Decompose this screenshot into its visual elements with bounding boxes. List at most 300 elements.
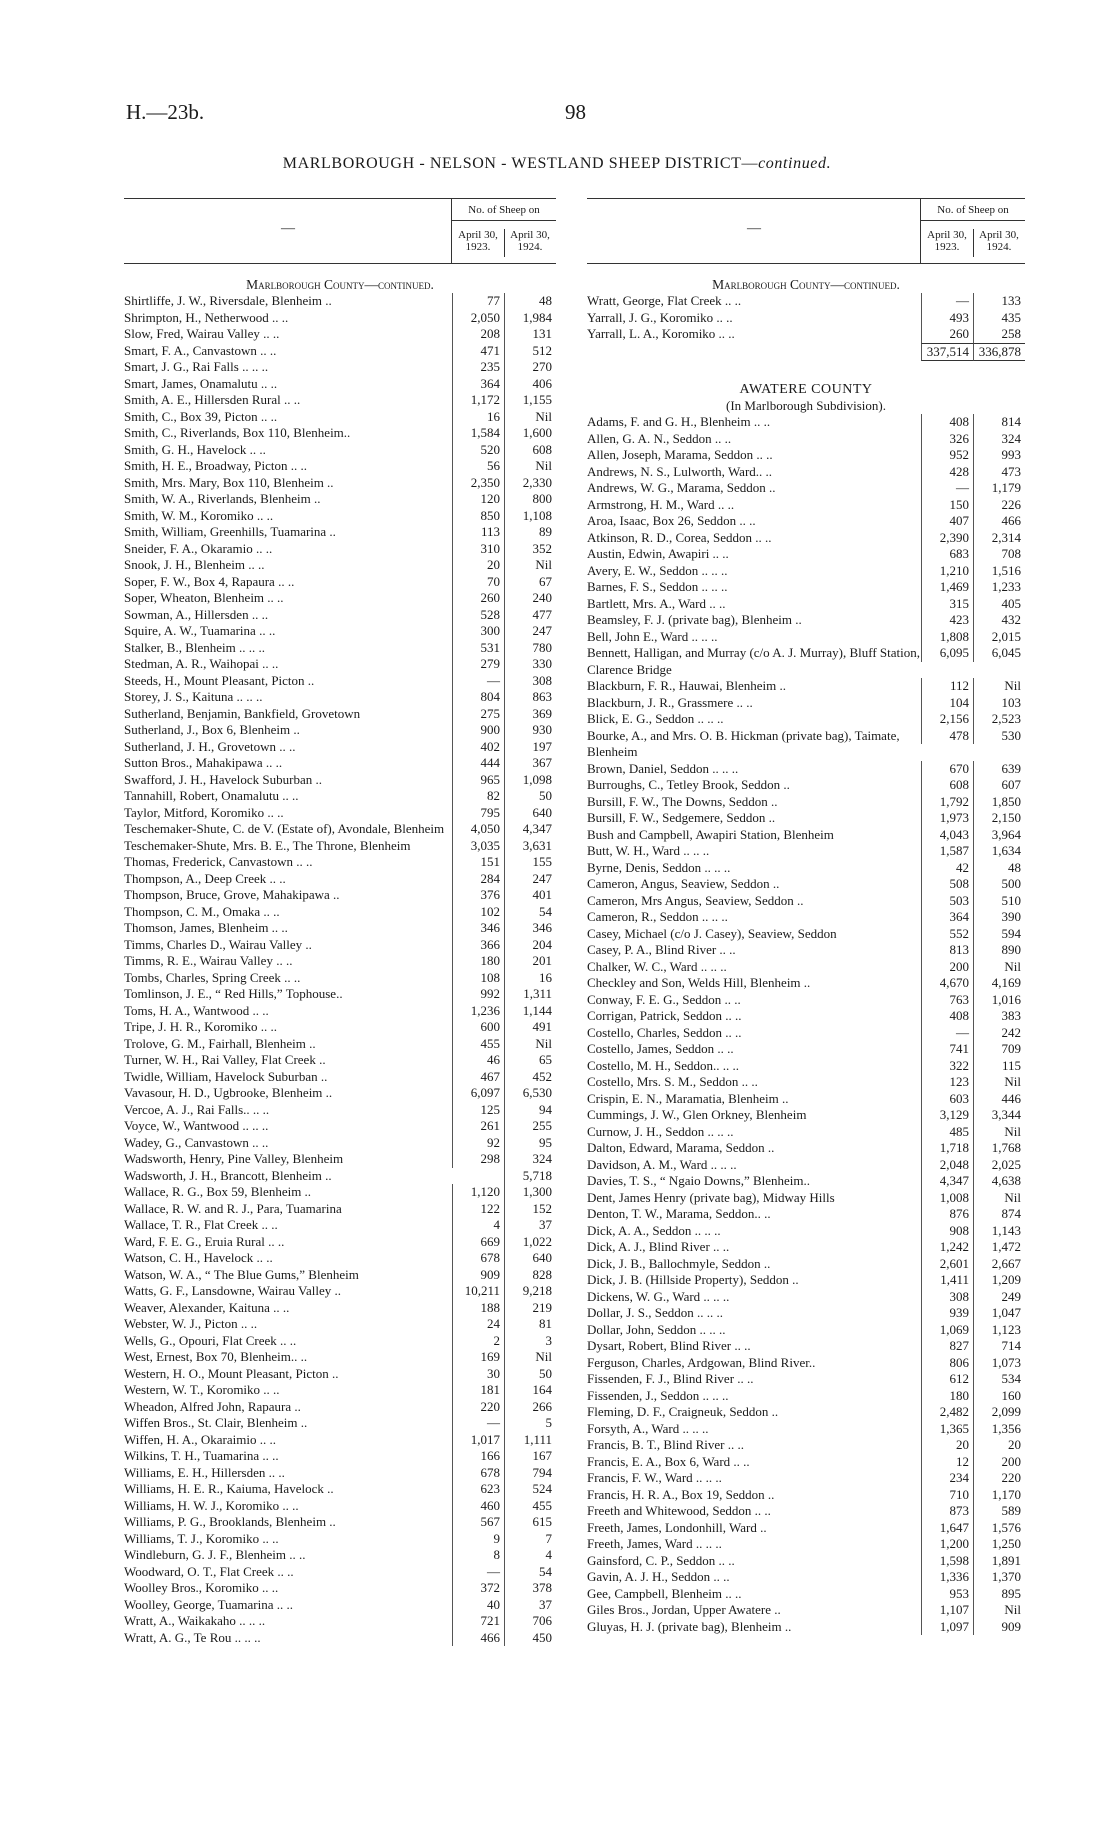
sheep-1924: 589	[973, 1503, 1025, 1520]
sheep-1923: 3,035	[452, 838, 504, 855]
table-row	[587, 1107, 1025, 1124]
sheep-1924: 247	[504, 623, 556, 640]
table-row	[587, 926, 1025, 943]
table-row	[124, 1036, 556, 1053]
owner-name: Windleburn, G. J. F., Blenheim .. ..	[124, 1547, 306, 1562]
sheep-1924: 197	[504, 739, 556, 756]
owner-name: Vavasour, H. D., Ugbrooke, Blenheim ..	[124, 1085, 333, 1100]
owner-name: Blackburn, F. R., Hauwai, Blenheim ..	[587, 678, 786, 693]
table-row	[124, 970, 556, 987]
table-row	[124, 541, 556, 558]
sheep-1924: 1,123	[973, 1322, 1025, 1339]
table-row	[587, 1190, 1025, 1207]
sheep-1923: 763	[921, 992, 973, 1009]
sheep-1923: 478	[921, 728, 973, 745]
sheep-1923: 82	[452, 788, 504, 805]
sheep-1924: 242	[973, 1025, 1025, 1042]
owner-name: Smith, William, Greenhills, Tuamarina ..	[124, 524, 336, 539]
sheep-1924: Nil	[504, 557, 556, 574]
owner-name: Andrews, N. S., Lulworth, Ward.. ..	[587, 463, 773, 479]
sheep-1924: 608	[504, 442, 556, 459]
table-row	[124, 607, 556, 624]
sheep-1923: 6,097	[452, 1085, 504, 1102]
table-row	[587, 1074, 1025, 1091]
sheep-1923: 508	[921, 876, 973, 893]
owner-name: Teschemaker-Shute, C. de V. (Estate of), Avondale, Blenheim	[124, 821, 445, 836]
table-row	[587, 876, 1025, 893]
owner-name: Smith, C., Box 39, Picton .. ..	[124, 408, 278, 424]
sheep-1923: 600	[452, 1019, 504, 1036]
sheep-1924: Nil	[973, 1074, 1025, 1091]
owner-name: Watson, C. H., Havelock .. ..	[124, 1250, 273, 1265]
owner-name: Beamsley, F. J. (private bag), Blenheim ..	[587, 612, 802, 627]
sheep-1923: 1,107	[921, 1602, 973, 1619]
owner-name: Dick, A. J., Blind River .. ..	[587, 1239, 730, 1254]
owner-name: Smith, G. H., Havelock .. ..	[124, 441, 266, 457]
sheep-1923: 528	[452, 607, 504, 624]
owner-name: Chalker, W. C., Ward .. .. ..	[587, 958, 727, 974]
table-row	[587, 414, 1025, 431]
owner-name: Ward, F. E. G., Eruia Rural .. ..	[124, 1233, 285, 1249]
table-row	[587, 431, 1025, 448]
table-row	[124, 1514, 556, 1531]
sheep-1924: 2,150	[973, 810, 1025, 827]
owner-name: Atkinson, R. D., Corea, Seddon .. ..	[587, 529, 772, 545]
sheep-1923: 364	[921, 909, 973, 926]
owner-name: Francis, F. W., Ward .. .. ..	[587, 1470, 722, 1485]
owner-name: Brown, Daniel, Seddon .. .. ..	[587, 760, 739, 776]
table-row	[124, 425, 556, 442]
table-row	[124, 1531, 556, 1548]
sheep-1924: 3,631	[504, 838, 556, 855]
owner-name: Cameron, Angus, Seaview, Seddon ..	[587, 876, 780, 891]
sheep-1923: 741	[921, 1041, 973, 1058]
table-row	[124, 986, 556, 1003]
table-row	[587, 513, 1025, 530]
sheep-1923: 4,670	[921, 975, 973, 992]
sheep-1924: 794	[504, 1465, 556, 1482]
sheep-1923: 952	[921, 447, 973, 464]
table-row	[587, 860, 1025, 877]
sheep-1923: 908	[921, 1223, 973, 1240]
right-rows	[587, 414, 1025, 1635]
owner-name: Wallace, R. W. and R. J., Para, Tuamarina	[124, 1200, 342, 1216]
owner-name: Wells, G., Opouri, Flat Creek .. ..	[124, 1332, 297, 1348]
table-row	[124, 1019, 556, 1036]
owner-name: Casey, Michael (c/o J. Casey), Seaview, Seddon	[587, 925, 837, 941]
table-row	[587, 959, 1025, 976]
owner-name: Williams, H. W. J., Koromiko .. ..	[124, 1497, 299, 1513]
sheep-1924: 491	[504, 1019, 556, 1036]
sheep-1924: Nil	[504, 1036, 556, 1053]
sheep-1923: 169	[452, 1349, 504, 1366]
owner-name: Smith, H. E., Broadway, Picton .. ..	[124, 458, 307, 473]
owner-name: Adams, F. and G. H., Blenheim .. ..	[587, 414, 771, 429]
table-row	[587, 1305, 1025, 1322]
sheep-1923: 402	[452, 739, 504, 756]
owner-name: Francis, H. R. A., Box 19, Seddon ..	[587, 1486, 775, 1502]
table-row	[124, 310, 556, 327]
table-row	[587, 1239, 1025, 1256]
sheep-1924: 37	[504, 1217, 556, 1234]
sheep-1923: —	[921, 293, 973, 310]
sheep-1924: 204	[504, 937, 556, 954]
sheep-1923: 1,200	[921, 1536, 973, 1553]
sheep-1924: 406	[504, 376, 556, 393]
sheep-1923: 46	[452, 1052, 504, 1069]
sheep-1924: 4,169	[973, 975, 1025, 992]
owner-name: Dollar, J. S., Seddon .. .. ..	[587, 1305, 723, 1320]
owner-name: Tripe, J. H. R., Koromiko .. ..	[124, 1019, 278, 1034]
sheep-1924: 640	[504, 1250, 556, 1267]
owner-name: Stedman, A. R., Waihopai .. ..	[124, 656, 279, 671]
table-row	[587, 1223, 1025, 1240]
owner-name: Sutherland, J. H., Grovetown .. ..	[124, 738, 296, 754]
sheep-1923: 608	[921, 777, 973, 794]
sheep-1924: 909	[973, 1619, 1025, 1636]
sheep-1923: 408	[921, 414, 973, 431]
table-row	[124, 854, 556, 871]
sheep-1923: 123	[921, 1074, 973, 1091]
title-suffix: continued.	[758, 155, 832, 172]
sheep-1924: 255	[504, 1118, 556, 1135]
sheep-1924: 155	[504, 854, 556, 871]
table-row	[587, 1272, 1025, 1289]
sheep-1923: 24	[452, 1316, 504, 1333]
sheep-1924: 1,634	[973, 843, 1025, 860]
county-total-row	[587, 343, 1025, 362]
sheep-1923: 260	[452, 590, 504, 607]
owner-name: Gavin, A. J. H., Seddon .. ..	[587, 1569, 730, 1584]
owner-name: Barnes, F. S., Seddon .. .. ..	[587, 579, 728, 594]
owner-name: Andrews, W. G., Marama, Seddon ..	[587, 480, 776, 495]
owner-name: Dalton, Edward, Marama, Seddon ..	[587, 1140, 775, 1155]
sheep-1924: 435	[973, 310, 1025, 327]
sheep-1924: 367	[504, 755, 556, 772]
owner-name: Woolley Bros., Koromiko .. ..	[124, 1580, 279, 1595]
owner-name: Bursill, F. W., The Downs, Seddon ..	[587, 793, 778, 809]
table-row	[124, 1564, 556, 1581]
owner-name: West, Ernest, Box 70, Blenheim.. ..	[124, 1349, 308, 1364]
sheep-1923: 407	[921, 513, 973, 530]
sheep-1923: 623	[452, 1481, 504, 1498]
sheep-1924: 1,143	[973, 1223, 1025, 1240]
owner-name: Western, H. O., Mount Pleasant, Picton ..	[124, 1365, 339, 1381]
sheep-1924: Nil	[973, 1124, 1025, 1141]
sheep-1924: Nil	[504, 1349, 556, 1366]
table-row	[587, 1289, 1025, 1306]
sheep-1924: 201	[504, 953, 556, 970]
table-row	[587, 480, 1025, 497]
owner-name: Austin, Edwin, Awapiri .. ..	[587, 546, 729, 561]
table-row	[587, 1206, 1025, 1223]
owner-name: Allen, Joseph, Marama, Seddon .. ..	[587, 447, 773, 462]
left-table-header	[124, 198, 556, 264]
sheep-1924: Nil	[973, 959, 1025, 976]
sheep-1923: 2,048	[921, 1157, 973, 1174]
sheep-1923: 150	[921, 497, 973, 514]
table-row	[124, 442, 556, 459]
sheep-1923: 308	[921, 1289, 973, 1306]
sheep-1923: —	[452, 1564, 504, 1581]
sheep-1923: 552	[921, 926, 973, 943]
table-row	[124, 1415, 556, 1432]
table-row	[587, 1173, 1025, 1190]
sheep-1923: 77	[452, 293, 504, 310]
sheep-1924: 131	[504, 326, 556, 343]
table-row	[587, 1355, 1025, 1372]
table-row	[587, 1437, 1025, 1454]
sheep-1923: 965	[452, 772, 504, 789]
sheep-1924: 16	[504, 970, 556, 987]
sheep-1924: 594	[973, 926, 1025, 943]
sheep-1923: 298	[452, 1151, 504, 1168]
table-row	[587, 629, 1025, 646]
table-row	[587, 1454, 1025, 1471]
sheep-1923: 92	[452, 1135, 504, 1152]
sheep-1924: 5	[504, 1415, 556, 1432]
sheep-1923: 873	[921, 1503, 973, 1520]
owner-name: Weaver, Alexander, Kaituna .. ..	[124, 1299, 290, 1315]
sheep-1924: 4,347	[504, 821, 556, 838]
sheep-1924: 2,025	[973, 1157, 1025, 1174]
sheep-1924: 1,170	[973, 1487, 1025, 1504]
col-1924-header: April 30, 1924.	[510, 229, 550, 253]
sheep-1923: 721	[452, 1613, 504, 1630]
owner-name: Thompson, C. M., Omaka .. ..	[124, 903, 280, 919]
table-row	[124, 788, 556, 805]
sheep-1924: 814	[973, 414, 1025, 431]
owner-name: Williams, T. J., Koromiko .. ..	[124, 1530, 279, 1546]
owner-name: Davidson, A. M., Ward .. .. ..	[587, 1156, 737, 1172]
sheep-1923: 275	[452, 706, 504, 723]
owner-name: Western, W. T., Koromiko .. ..	[124, 1382, 280, 1397]
sheep-1924: 1,108	[504, 508, 556, 525]
owner-name: Sowman, A., Hillersden .. ..	[124, 606, 269, 622]
table-row	[587, 1586, 1025, 1603]
group-title: No. of Sheep on	[921, 204, 1025, 221]
sheep-1924: 4,638	[973, 1173, 1025, 1190]
sheep-1923: 813	[921, 942, 973, 959]
sheep-1924: 1,600	[504, 425, 556, 442]
sheep-1924: 4	[504, 1547, 556, 1564]
sheep-1923: 678	[452, 1465, 504, 1482]
sheep-1924: 1,768	[973, 1140, 1025, 1157]
owner-name: Dollar, John, Seddon .. .. ..	[587, 1321, 726, 1337]
sheep-1923: 234	[921, 1470, 973, 1487]
table-row	[124, 1168, 556, 1185]
table-row	[124, 491, 556, 508]
sheep-1924: 7	[504, 1531, 556, 1548]
owner-name: Shirtliffe, J. W., Riversdale, Blenheim ..	[124, 293, 332, 308]
sheep-1924: 50	[504, 1366, 556, 1383]
owner-name: Avery, E. W., Seddon .. .. ..	[587, 562, 728, 578]
sheep-1924: 369	[504, 706, 556, 723]
owner-name: Dick, J. B., Ballochmyle, Seddon ..	[587, 1255, 771, 1271]
sheep-1923: 1,336	[921, 1569, 973, 1586]
sheep-1923: 261	[452, 1118, 504, 1135]
table-row	[124, 376, 556, 393]
owner-name: Smart, J. G., Rai Falls .. .. ..	[124, 359, 269, 374]
owner-name: Wadsworth, J. H., Brancott, Blenheim ..	[124, 1167, 332, 1183]
sheep-1924: 3,344	[973, 1107, 1025, 1124]
owner-name: Butt, W. H., Ward .. .. ..	[587, 843, 710, 858]
sheep-1923: 1,008	[921, 1190, 973, 1207]
owner-name: Wiffen Bros., St. Clair, Blenheim ..	[124, 1415, 308, 1430]
sheep-1924: 390	[973, 909, 1025, 926]
sheep-1923: 2,050	[452, 310, 504, 327]
sheep-1924: Nil	[504, 458, 556, 475]
sheep-1923: 200	[921, 959, 973, 976]
table-row	[587, 612, 1025, 629]
sheep-1923: 180	[921, 1388, 973, 1405]
sheep-1923: 42	[921, 860, 973, 877]
sheep-1923: 113	[452, 524, 504, 541]
table-row	[124, 1465, 556, 1482]
table-row	[587, 728, 1025, 761]
title-main: MARLBOROUGH - NELSON - WESTLAND SHEEP DISTRICT—	[282, 155, 759, 172]
table-row	[124, 1085, 556, 1102]
table-row	[587, 546, 1025, 563]
sheep-1924: 930	[504, 722, 556, 739]
sheep-1923: 9	[452, 1531, 504, 1548]
sheep-1924: 378	[504, 1580, 556, 1597]
owner-name: Cummings, J. W., Glen Orkney, Blenheim	[587, 1107, 807, 1122]
sheep-1923: 795	[452, 805, 504, 822]
owner-name: Smith, Mrs. Mary, Box 110, Blenheim ..	[124, 474, 334, 490]
owner-name: Freeth and Whitewood, Seddon .. ..	[587, 1503, 771, 1518]
table-row	[587, 909, 1025, 926]
owner-name: Fleming, D. F., Craigneuk, Seddon ..	[587, 1404, 779, 1419]
sheep-1924: 2,523	[973, 711, 1025, 728]
owner-name: Bourke, A., and Mrs. O. B. Hickman (private bag), Taimate, Blenheim	[587, 727, 900, 759]
owner-name: Gluyas, H. J. (private bag), Blenheim ..	[587, 1618, 792, 1634]
table-row	[587, 1041, 1025, 1058]
owner-name: Casey, P. A., Blind River .. ..	[587, 942, 736, 957]
table-row	[124, 838, 556, 855]
sheep-1923: 208	[452, 326, 504, 343]
sheep-1924: 473	[973, 464, 1025, 481]
sheep-1923: 1,120	[452, 1184, 504, 1201]
sheep-1923: 56	[452, 458, 504, 475]
sheep-1924: 324	[973, 431, 1025, 448]
sheep-1923: 2,156	[921, 711, 973, 728]
owner-name: Watson, W. A., “ The Blue Gums,” Blenheim	[124, 1266, 359, 1282]
owner-name: Bush and Campbell, Awapiri Station, Blenheim	[587, 826, 834, 842]
sheep-1923: 1,411	[921, 1272, 973, 1289]
sheep-1924: 1,370	[973, 1569, 1025, 1586]
owner-name: Woodward, O. T., Flat Creek .. ..	[124, 1563, 294, 1579]
owner-name: Steeds, H., Mount Pleasant, Picton ..	[124, 672, 315, 688]
sheep-1923: 260	[921, 326, 973, 343]
right-table	[587, 198, 1025, 1635]
sheep-1924: 6,530	[504, 1085, 556, 1102]
table-row	[587, 942, 1025, 959]
sheep-1923: 804	[452, 689, 504, 706]
owner-name: Costello, Charles, Seddon .. ..	[587, 1024, 742, 1040]
sheep-1923: 493	[921, 310, 973, 327]
sheep-1924: Nil	[973, 1602, 1025, 1619]
owner-name: Voyce, W., Wantwood .. .. ..	[124, 1118, 269, 1133]
sheep-1924: 65	[504, 1052, 556, 1069]
table-row	[124, 772, 556, 789]
sheep-1923: 8	[452, 1547, 504, 1564]
sheep-1923: 4	[452, 1217, 504, 1234]
table-row	[587, 1371, 1025, 1388]
owner-name: Giles Bros., Jordan, Upper Awatere ..	[587, 1602, 781, 1617]
sheep-1924: 706	[504, 1613, 556, 1630]
owner-name: Sneider, F. A., Okaramio .. ..	[124, 540, 273, 556]
table-row	[124, 1250, 556, 1267]
sheep-1924: 780	[504, 640, 556, 657]
table-row	[587, 579, 1025, 596]
owner-name: Tombs, Charles, Spring Creek .. ..	[124, 969, 301, 985]
table-row	[124, 1448, 556, 1465]
sheep-1923: 827	[921, 1338, 973, 1355]
owner-name: Stalker, B., Blenheim .. .. ..	[124, 639, 266, 655]
sheep-1924: 1,250	[973, 1536, 1025, 1553]
sheep-1924: Nil	[973, 1190, 1025, 1207]
table-row	[124, 1300, 556, 1317]
table-row	[587, 695, 1025, 712]
sheep-1923: 485	[921, 1124, 973, 1141]
table-row	[124, 343, 556, 360]
sheep-1923: 900	[452, 722, 504, 739]
table-row	[587, 1487, 1025, 1504]
owner-name: Wadey, G., Canvastown .. ..	[124, 1134, 269, 1150]
sheep-1924: 1,155	[504, 392, 556, 409]
table-row	[587, 645, 1025, 678]
owner-name: Bell, John E., Ward .. .. ..	[587, 628, 718, 644]
sheep-1923: 1,097	[921, 1619, 973, 1636]
owner-name: Webster, W. J., Picton .. ..	[124, 1316, 258, 1331]
sheep-count-header	[920, 199, 1025, 263]
sheep-1924: 219	[504, 1300, 556, 1317]
sheep-1924: 446	[973, 1091, 1025, 1108]
sheep-1924: 240	[504, 590, 556, 607]
sheep-1924: 1,516	[973, 563, 1025, 580]
sheep-1923: 850	[452, 508, 504, 525]
sheep-1923: 1,236	[452, 1003, 504, 1020]
sheep-1923: 520	[452, 442, 504, 459]
sheep-1923: 104	[921, 695, 973, 712]
sheep-1923: 108	[452, 970, 504, 987]
sheep-1924: 89	[504, 524, 556, 541]
table-row	[124, 557, 556, 574]
owner-name: Williams, P. G., Brooklands, Blenheim ..	[124, 1514, 336, 1529]
sheep-1924: 1,073	[973, 1355, 1025, 1372]
county-subdivision: (In Marlborough Subdivision).	[726, 398, 886, 413]
sheep-1923: 1,584	[452, 425, 504, 442]
sheep-1923: 2,601	[921, 1256, 973, 1273]
owner-name: Shrimpton, H., Netherwood .. ..	[124, 309, 289, 325]
table-row	[124, 1151, 556, 1168]
sheep-1923: 455	[452, 1036, 504, 1053]
table-row	[124, 590, 556, 607]
owner-name: Armstrong, H. M., Ward .. ..	[587, 496, 735, 512]
owner-name: Fissenden, F. J., Blind River .. ..	[587, 1371, 754, 1386]
table-row	[587, 596, 1025, 613]
owner-name: Smart, James, Onamalutu .. ..	[124, 375, 278, 391]
table-row	[587, 843, 1025, 860]
table-row	[124, 805, 556, 822]
sheep-1924: 1,300	[504, 1184, 556, 1201]
sheep-1923: 1,973	[921, 810, 973, 827]
owner-name: Dysart, Robert, Blind River .. ..	[587, 1338, 751, 1353]
sheep-1924: 1,047	[973, 1305, 1025, 1322]
sheep-1923: 939	[921, 1305, 973, 1322]
sheep-1923: 300	[452, 623, 504, 640]
